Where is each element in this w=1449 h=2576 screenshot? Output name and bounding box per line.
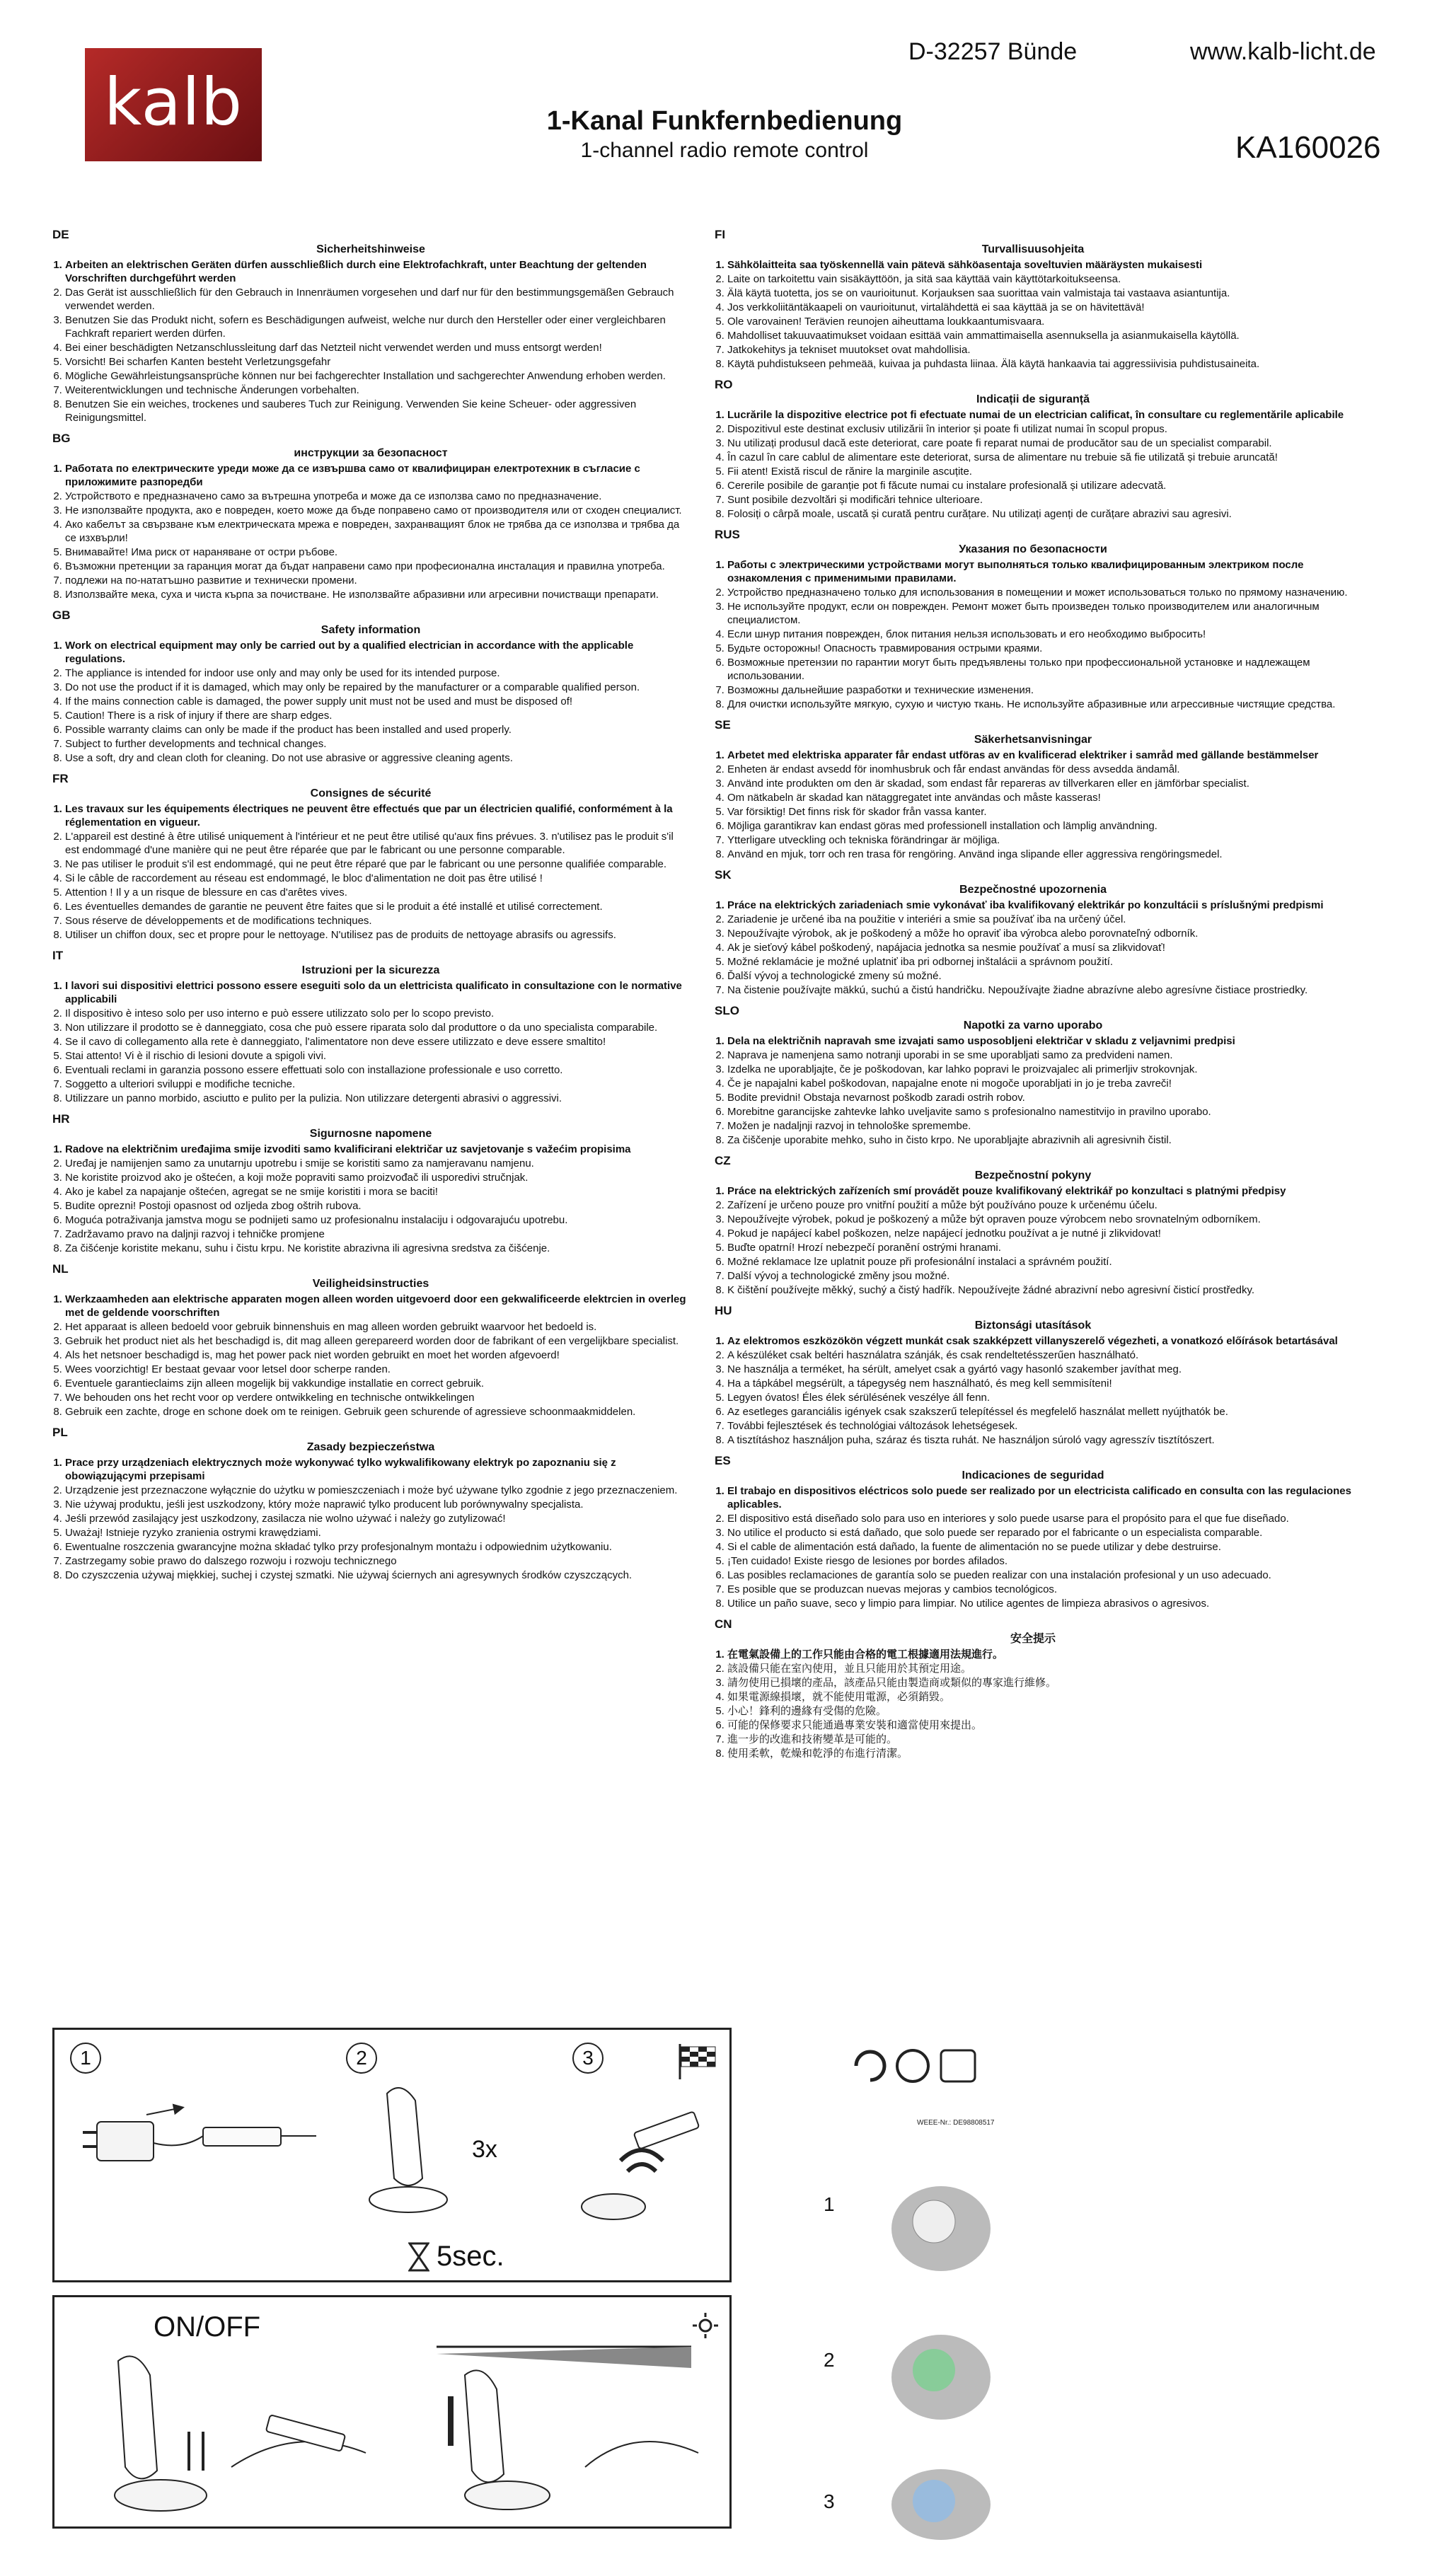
duration-label: 5sec. xyxy=(437,2241,504,2272)
instruction-item: 4. Se il cavo di collegamento alla rete è danneggiato, l'alimentatore non deve essere utilizzato e deve essere smaltito! xyxy=(65,1035,689,1049)
instruction-item: 4. Om nätkabeln är skadad kan nätaggregatet inte användas och måste kasseras! xyxy=(727,791,1351,804)
language-code: DE xyxy=(52,228,69,241)
instruction-item: 5. Uważaj! Istnieje ryzyko zranienia ostrymi krawędziami. xyxy=(65,1526,689,1540)
instruction-item: 7. Jatkokehitys ja tekniset muutokset ovat mahdollisia. xyxy=(727,343,1351,357)
instruction-item: 4. Pokud je napájecí kabel poškozen, nelze napájecí jednotku používat a je nutné ji zlikvidovat! xyxy=(727,1227,1351,1240)
section-heading: Turvallisuusohjeita xyxy=(981,243,1085,255)
instruction-item: 8. Käytä puhdistukseen pehmeää, kuivaa ja puhdasta liinaa. Älä käytä hankaavia tai aggressiivisia puhdistusaineita. xyxy=(727,357,1351,371)
instruction-item: 2. Naprava je namenjena samo notranji uporabi in se sme uporabljati samo za predvideni namen. xyxy=(727,1049,1351,1062)
website-url[interactable]: www.kalb-licht.de xyxy=(1190,38,1376,65)
instruction-item: 1. Dela na električnih napravah sme izvajati samo usposobljeni električar v skladu z veljavnimi predpisi xyxy=(727,1034,1351,1048)
instruction-item: 4. Ako je kabel za napajanje oštećen, agregat se ne smije koristiti i mora se baciti! xyxy=(65,1185,689,1199)
instruction-item: 8. A tisztításhoz használjon puha, száraz és tiszta ruhát. Ne használjon súroló vagy agresszív tisztítószert. xyxy=(727,1433,1351,1447)
instruction-item: 6. Eventuali reclami in garanzia possono essere effettuati solo con installazione professionale e uso corretto. xyxy=(65,1063,689,1077)
instruction-item: 7. 進一步的改進和技術變革是可能的。 xyxy=(727,1733,1351,1746)
instruction-item: 8. Benutzen Sie ein weiches, trockenes und sauberes Tuch zur Reinigung. Verwenden Sie keine Scheuer- oder aggressiven Reinigungsmittel. xyxy=(65,398,689,424)
instruction-item: 2. Laite on tarkoitettu vain sisäkäyttöön, ja sitä saa käyttää vain käyttötarkoitukseensa. xyxy=(727,272,1351,286)
page-subtitle: 1-channel radio remote control xyxy=(580,139,869,162)
instruction-item: 1. Arbeiten an elektrischen Geräten dürfen ausschließlich durch eine Elektrofachkraft, unter Beachtung der geltenden Vorschriften durchgeführt werden xyxy=(65,258,689,285)
instruction-item: 2. El dispositivo está diseñado solo para uso en interiores y solo puede usarse para el propósito para el que fue diseñado. xyxy=(727,1512,1351,1525)
instruction-item: 5. Budite oprezni! Postoji opasnost od ozljeda zbog oštrih rubova. xyxy=(65,1199,689,1213)
instruction-item: 6. Ewentualne roszczenia gwarancyjne można składać tylko przy profesjonalnym montażu i odpowiednim użytkowaniu. xyxy=(65,1540,689,1554)
section-heading: Biztonsági utasítások xyxy=(974,1319,1092,1332)
section-heading: инструкции за безопасност xyxy=(294,447,448,459)
instruction-item: 5. Fii atent! Există riscul de rănire la marginile ascuțite. xyxy=(727,465,1351,478)
instruction-item: 1. Werkzaamheden aan elektrische apparaten mogen alleen worden uitgevoerd door een gekwalificeerde elektrcien in overleg met de geldende voorschriften xyxy=(65,1293,689,1319)
step-1-marker: 1 xyxy=(70,2043,101,2074)
step-3-marker: 3 xyxy=(572,2043,604,2074)
instruction-item: 3. Ne pas utiliser le produit s'il est endommagé, qui ne peut être réparé que par le fabricant ou une personne qualifiée comparable. xyxy=(65,857,689,871)
hourglass-icon xyxy=(408,2242,429,2272)
instruction-item: 3. Не използвайте продукта, ако е повреден, което може да бъде поправено само от производителя или от сходен специалист. xyxy=(65,504,689,517)
language-code: SK xyxy=(715,868,732,882)
weee-number: WEEE-Nr.: DE98808517 xyxy=(917,2119,995,2127)
instruction-item: 3. Non utilizzare il prodotto se è danneggiato, cosa che può essere riparata solo dal produttore o da uno specialista comparabile. xyxy=(65,1021,689,1034)
remote-signal-illustration xyxy=(564,2086,720,2242)
instruction-item: 5. Buďte opatrní! Hrozí nebezpečí poranění ostrými hranami. xyxy=(727,1241,1351,1254)
language-code: CN xyxy=(715,1617,732,1631)
instruction-item: 3. Izdelka ne uporabljajte, če je poškodovan, kar lahko popravi le proizvajalec ali primerljiv strokovnjak. xyxy=(727,1063,1351,1076)
instruction-item: 8. Utilizzare un panno morbido, asciutto e pulito per la pulizia. Non utilizzare detergenti abrasivi o aggressivi. xyxy=(65,1092,689,1105)
instruction-item: 5. Možné reklamácie je možné uplatniť iba pri odbornej inštalácii a správnom použití. xyxy=(727,955,1351,969)
instruction-item: 8. 使用柔軟，乾燥和乾淨的布進行清潔。 xyxy=(727,1747,1351,1760)
section-heading: Indicații de siguranță xyxy=(976,393,1090,405)
language-code: RO xyxy=(715,378,733,391)
left-text-column xyxy=(52,221,689,1583)
instruction-item: 5. Var försiktig! Det finns risk för skador från vassa kanter. xyxy=(727,805,1351,819)
instruction-item: 4. Si le câble de raccordement au réseau est endommagé, le bloc d'alimentation ne doit pas être utilisé ! xyxy=(65,872,689,885)
instruction-item: 3. 請勿使用已損壞的產品，該產品只能由製造商或類似的專家進行維修。 xyxy=(727,1676,1351,1690)
sun-icon xyxy=(691,2311,720,2340)
instruction-item: 8. Använd en mjuk, torr och ren trasa för rengöring. Använd inga slipande eller aggressiva rengöringsmedel. xyxy=(727,848,1351,861)
instruction-item: 8. Folosiți o cârpă moale, uscată și curată pentru curățare. Nu utilizați agenți de curățare abrazivi sau agresivi. xyxy=(727,507,1351,521)
instruction-item: 6. Möjliga garantikrav kan endast göras med professionell installation och lämplig användning. xyxy=(727,819,1351,833)
instruction-item: 7. Ytterligare utveckling och tekniska förändringar är möjliga. xyxy=(727,833,1351,847)
instruction-item: 3. Nepoužívejte výrobek, pokud je poškozený a může být opraven pouze výrobcem nebo srovnatelným odborníkem. xyxy=(727,1213,1351,1226)
instruction-item: 6. Возможные претензии по гарантии могут быть предъявлены только при профессиональной установке и надлежащем использовании. xyxy=(727,656,1351,683)
instruction-item: 4. If the mains connection cable is damaged, the power supply unit must not be used and must be disposed of! xyxy=(65,695,689,708)
instruction-list xyxy=(52,1456,689,1582)
instruction-item: 1. Sähkölaitteita saa työskennellä vain pätevä sähköasentaja soveltuvien määräysten mukaisesti xyxy=(727,258,1351,272)
instruction-item: 6. Les éventuelles demandes de garantie ne peuvent être faites que si le produit a été installé et utilisé correctement. xyxy=(65,900,689,913)
instruction-list xyxy=(715,899,1351,997)
language-code: GB xyxy=(52,608,71,622)
instruction-item: 4. Ha a tápkábel megsérült, a tápegység nem használható, és meg kell semmisíteni! xyxy=(727,1377,1351,1390)
language-code: NL xyxy=(52,1262,69,1276)
instruction-item: 1. Работата по електрическите уреди може да се извършва само от квалифициран електротехник в съгласие с приложимите разпоредби xyxy=(65,462,689,489)
language-code: FR xyxy=(52,772,69,785)
hand-press-onoff-illustration xyxy=(69,2354,380,2524)
instruction-item: 8. Za čišćenje koristite mekanu, suhu i čistu krpu. Ne koristite abrazivna ili agresivna sredstva za čišćenje. xyxy=(65,1242,689,1255)
section-heading: Указания по безопасности xyxy=(959,543,1107,555)
instruction-item: 3. Do not use the product if it is damaged, which may only be repaired by the manufacturer or a comparable qualified person. xyxy=(65,681,689,694)
instruction-item: 2. Zařízení je určeno pouze pro vnitřní použití a může být používáno pouze k určenému účelu. xyxy=(727,1199,1351,1212)
instruction-item: 2. Urządzenie jest przeznaczone wyłącznie do użytku w pomieszczeniach i może być używane tylko zgodnie z jego przeznaczeniem. xyxy=(65,1484,689,1497)
instruction-item: 7. Subject to further developments and technical changes. xyxy=(65,737,689,751)
instruction-item: 2. Das Gerät ist ausschließlich für den Gebrauch in Innenräumen vorgesehen und darf nur für den bestimmungsgemäßen Gebrauch verwendet werden. xyxy=(65,286,689,313)
instruction-item: 3. Nu utilizați produsul dacă este deteriorat, care poate fi reparat numai de producător sau de un specialist comparabil. xyxy=(727,437,1351,450)
instruction-item: 5. Caution! There is a risk of injury if there are sharp edges. xyxy=(65,709,689,722)
instruction-item: 1. Arbetet med elektriska apparater får endast utföras av en kvalificerad elektriker i samråd med gällande bestämmelser xyxy=(727,749,1351,762)
instruction-item: 3. Använd inte produkten om den är skadad, som endast får repareras av tillverkaren eller en jämförbar specialist. xyxy=(727,777,1351,790)
instruction-item: 5. Attention ! Il y a un risque de blessure en cas d'arêtes vives. xyxy=(65,886,689,899)
instruction-list xyxy=(52,1293,689,1419)
language-code: SE xyxy=(715,718,731,732)
instruction-item: 7. További fejlesztések és technológiai változások lehetségesek. xyxy=(727,1419,1351,1433)
instruction-item: 2. Dispozitivul este destinat exclusiv utilizării în interior și poate fi utilizat numai în scopul propus. xyxy=(727,422,1351,436)
instruction-item: 5. Wees voorzichtig! Er bestaat gevaar voor letsel door scherpe randen. xyxy=(65,1363,689,1376)
instruction-item: 6. Cererile posibile de garanție pot fi făcute numai cu instalare profesională și utilizare adecvată. xyxy=(727,479,1351,492)
instruction-item: 7. Weiterentwicklungen und technische Änderungen vorbehalten. xyxy=(65,383,689,397)
instruction-item: 6. Possible warranty claims can only be made if the product has been installed and used properly. xyxy=(65,723,689,737)
instruction-item: 7. Na čistenie používajte mäkkú, suchú a čistú handričku. Nepoužívajte žiadne abrazívne alebo agresívne čistiace prostriedky. xyxy=(727,983,1351,997)
section-heading: 安全提示 xyxy=(1010,1633,1056,1645)
power-plug-illustration xyxy=(69,2093,323,2200)
instruction-item: 2. The appliance is intended for indoor use only and may only be used for its intended purpose. xyxy=(65,666,689,680)
instruction-item: 7. Sunt posibile dezvoltări și modificări tehnice ulterioare. xyxy=(727,493,1351,507)
on-off-label: ON/OFF xyxy=(154,2311,261,2343)
instruction-item: 1. Работы с электрическими устройствами могут выполняться только квалифицированным электриком после ознакомления с применимыми правилами. xyxy=(727,558,1351,585)
instruction-item: 8. Utiliser un chiffon doux, sec et propre pour le nettoyage. N'utilisez pas de produits de nettoyage abrasifs ou agressifs. xyxy=(65,928,689,942)
instruction-list xyxy=(52,979,689,1105)
recycle-step-1: 1 xyxy=(824,2193,835,2215)
instruction-item: 6. 可能的保修要求只能通過專業安裝和適當使用來提出。 xyxy=(727,1719,1351,1732)
language-code: PL xyxy=(52,1426,68,1439)
remote-disassembly-illustration xyxy=(849,2144,1033,2554)
language-code: SLO xyxy=(715,1004,739,1017)
instruction-item: 7. Zastrzegamy sobie prawo do dalszego rozwoju i rozwoju technicznego xyxy=(65,1554,689,1568)
instruction-item: 1. Práce na elektrických zariadeniach smie vykonávať iba kvalifikovaný elektrikár po konzultácii s príslušnými predpismi xyxy=(727,899,1351,912)
instruction-item: 3. Ne használja a terméket, ha sérült, amelyet csak a gyártó vagy hasonló szakember javíthat meg. xyxy=(727,1363,1351,1376)
recycling-icons xyxy=(842,2038,983,2094)
instruction-item: 3. Nie używaj produktu, jeśli jest uszkodzony, który może naprawić tylko producent lub porównywalny specjalista. xyxy=(65,1498,689,1511)
language-code: BG xyxy=(52,432,71,445)
instruction-item: 1. 在電氣設備上的工作只能由合格的電工根據適用法規進行。 xyxy=(727,1648,1351,1661)
instruction-item: 8. Use a soft, dry and clean cloth for cleaning. Do not use abrasive or aggressive cleaning agents. xyxy=(65,751,689,765)
instruction-item: 3. Nepoužívajte výrobok, ak je poškodený a môže ho opraviť iba výrobca alebo porovnateľný odborník. xyxy=(727,927,1351,940)
moon-icon xyxy=(401,2311,429,2340)
instruction-item: 6. Morebitne garancijske zahtevke lahko uveljavite samo s profesionalno namestitvijo in pravilno uporabo. xyxy=(727,1105,1351,1119)
instruction-item: 7. подлежи на по-нататъшно развитие и технически промени. xyxy=(65,574,689,587)
section-heading: Bezpečnostní pokyny xyxy=(974,1169,1092,1182)
brand-name: kalb xyxy=(104,64,243,140)
instruction-item: 4. Если шнур питания поврежден, блок питания нельзя использовать и его необходимо выбросить! xyxy=(727,628,1351,641)
instruction-item: 5. 小心！鋒利的邊緣有受傷的危險。 xyxy=(727,1704,1351,1718)
instruction-item: 4. Bei einer beschädigten Netzanschlussleitung darf das Netzteil nicht verwendet werden und muss entsorgt werden! xyxy=(65,341,689,354)
instruction-item: 7. Možen je nadaljnji razvoj in tehnološke spremembe. xyxy=(727,1119,1351,1133)
instruction-item: 2. Il dispositivo è inteso solo per uso interno e può essere utilizzato solo per lo scopo previsto. xyxy=(65,1007,689,1020)
instruction-item: 5. ¡Ten cuidado! Existe riesgo de lesiones por bordes afilados. xyxy=(727,1554,1351,1568)
recycle-step-2: 2 xyxy=(824,2349,835,2371)
section-heading: Consignes de sécurité xyxy=(310,787,432,799)
instruction-list xyxy=(715,1648,1351,1760)
instruction-item: 8. Для очистки используйте мягкую, сухую и чистую ткань. Не используйте абразивные или агрессивные чистящие средства. xyxy=(727,698,1351,711)
instruction-item: 5. Stai attento! Vi è il rischio di lesioni dovute a spigoli vivi. xyxy=(65,1049,689,1063)
instruction-item: 3. Benutzen Sie das Produkt nicht, sofern es Beschädigungen aufweist, welche nur durch den Hersteller oder einer vergleichbaren Fachkraft repariert werden dürfen. xyxy=(65,313,689,340)
instruction-list xyxy=(52,462,689,601)
instruction-item: 2. 該設備只能在室內使用，並且只能用於其預定用途。 xyxy=(727,1662,1351,1675)
instruction-item: 5. Внимавайте! Има риск от нараняване от остри ръбове. xyxy=(65,545,689,559)
product-code: KA160026 xyxy=(1235,130,1381,165)
instruction-item: 5. Bodite previdni! Obstaja nevarnost poškodb zaradi ostrih robov. xyxy=(727,1091,1351,1104)
instruction-item: 7. Soggetto a ulteriori sviluppi e modifiche tecniche. xyxy=(65,1078,689,1091)
instruction-item: 6. Mahdolliset takuuvaatimukset voidaan esittää vain ammattimaisella asennuksella ja asianmukaisella käytöllä. xyxy=(727,329,1351,342)
right-text-column xyxy=(715,221,1351,1761)
instruction-item: 1. Work on electrical equipment may only be carried out by a qualified electrician in accordance with the applicable regulations. xyxy=(65,639,689,666)
instruction-item: 3. Не используйте продукт, если он поврежден. Ремонт может быть произведен только производителем или аналогичным специалистом. xyxy=(727,600,1351,627)
instruction-item: 8. Za čiščenje uporabite mehko, suho in čisto krpo. Ne uporabljajte abrazivnih ali agresivnih čistil. xyxy=(727,1133,1351,1147)
instruction-item: 2. Enheten är endast avsedd för inomhusbruk och får endast användas för dess avsedda ändamål. xyxy=(727,763,1351,776)
instruction-item: 6. Възможни претенции за гаранция могат да бъдат направени само при професионална инсталация и правилна употреба. xyxy=(65,560,689,573)
instruction-item: 2. A készüléket csak beltéri használatra szánják, és csak rendeltetésszerűen használható. xyxy=(727,1348,1351,1362)
instruction-item: 1. Lucrările la dispozitive electrice pot fi efectuate numai de un electrician calificat, în consultare cu reglementările aplicabile xyxy=(727,408,1351,422)
instruction-item: 4. Če je napajalni kabel poškodovan, napajalne enote ni mogoče uporabljati in jo je treba zavreči! xyxy=(727,1077,1351,1090)
instruction-list xyxy=(715,749,1351,861)
section-heading: Säkerhetsanvisningar xyxy=(974,734,1092,746)
instruction-item: 1. Radove na električnim uređajima smije izvoditi samo kvalificirani električar uz savjetovanje s važećim propisima xyxy=(65,1143,689,1156)
checkered-flag-icon xyxy=(677,2044,720,2079)
instruction-item: 7. We behouden ons het recht voor op verdere ontwikkeling en technische ontwikkelingen xyxy=(65,1391,689,1404)
instruction-item: 5. Legyen óvatos! Éles élek sérülésének veszélye áll fenn. xyxy=(727,1391,1351,1404)
language-code: IT xyxy=(52,949,64,962)
instruction-item: 1. I lavori sui dispositivi elettrici possono essere eseguiti solo da un elettricista qualificato in consultazione con le normative applicabili xyxy=(65,979,689,1006)
instruction-item: 3. Gebruik het product niet als het beschadigd is, dit mag alleen gerepareerd worden door de fabrikant of een vergelijkbare specialist. xyxy=(65,1334,689,1348)
instruction-item: 5. Ole varovainen! Terävien reunojen aiheuttama loukkaantumisvaara. xyxy=(727,315,1351,328)
instruction-list xyxy=(715,258,1351,371)
onoff-diagram-panel xyxy=(52,2295,732,2529)
instruction-item: 4. Als het netsnoer beschadigd is, mag het power pack niet worden gebruikt en moet het worden afgevoerd! xyxy=(65,1348,689,1362)
install-diagram-panel xyxy=(52,2028,732,2282)
instruction-item: 6. Ďalší vývoj a technologické zmeny sú možné. xyxy=(727,969,1351,983)
instruction-item: 4. Si el cable de alimentación está dañado, la fuente de alimentación no se puede utilizar y debe destruirse. xyxy=(727,1540,1351,1554)
instruction-item: 7. Es posible que se produzcan nuevas mejoras y cambios tecnológicos. xyxy=(727,1583,1351,1596)
section-heading: Sicherheitshinweise xyxy=(316,243,425,255)
instruction-item: 1. El trabajo en dispositivos eléctricos solo puede ser realizado por un electricista calificado en consulta con las regulaciones aplicables. xyxy=(727,1484,1351,1511)
instruction-item: 3. Ne koristite proizvod ako je oštećen, a koji može popraviti samo proizvođač ili usporedivi stručnjak. xyxy=(65,1171,689,1184)
section-heading: Safety information xyxy=(321,624,421,636)
instruction-item: 4. 如果電源線損壞，就不能使用電源，必須銷毀。 xyxy=(727,1690,1351,1704)
instruction-item: 6. Moguća potraživanja jamstva mogu se podnijeti samo uz profesionalnu instalaciju i odgovarajuću upotrebu. xyxy=(65,1213,689,1227)
instruction-item: 8. Do czyszczenia używaj miękkiej, suchej i czystej szmatki. Nie używaj ściernych ani agresywnych środków czyszczących. xyxy=(65,1569,689,1582)
section-heading: Bezpečnostné upozornenia xyxy=(959,884,1107,896)
language-code: ES xyxy=(715,1454,731,1467)
instruction-item: 7. Další vývoj a technologické změny jsou možné. xyxy=(727,1269,1351,1283)
instruction-item: 2. Uređaj je namijenjen samo za unutarnju upotrebu i smije se koristiti samo za namjeravanu namjenu. xyxy=(65,1157,689,1170)
section-heading: Zasady bezpieczeństwa xyxy=(306,1441,435,1453)
instruction-list xyxy=(715,1484,1351,1610)
company-address: D-32257 Bünde xyxy=(908,38,1078,65)
section-heading: Istruzioni per la sicurezza xyxy=(301,964,440,976)
instruction-item: 2. Устройство предназначено только для использования в помещении и может использоваться только по прямому назначению. xyxy=(727,586,1351,599)
instruction-item: 8. Използвайте мека, суха и чиста кърпа за почистване. Не използвайте абразивни или агресивни почистващи препарати. xyxy=(65,588,689,601)
instruction-list xyxy=(52,1143,689,1255)
instruction-list xyxy=(52,639,689,765)
instruction-item: 5. Будьте осторожны! Опасность травмирования острыми краями. xyxy=(727,642,1351,655)
section-heading: Veiligheidsinstructies xyxy=(312,1278,429,1290)
instruction-item: 4. Ak je sieťový kábel poškodený, napájacia jednotka sa nesmie používať a musí sa zlikvidovať! xyxy=(727,941,1351,954)
section-heading: Napotki za varno uporabo xyxy=(963,1020,1103,1032)
instruction-item: 7. Sous réserve de développements et de modifications techniques. xyxy=(65,914,689,928)
instruction-list xyxy=(715,1334,1351,1447)
instruction-item: 2. Устройството е предназначено само за вътрешна употреба и може да се използва само по предназначение. xyxy=(65,490,689,503)
instruction-item: 4. Ако кабелът за свързване към електрическата мрежа е повреден, захранващият блок не трябва да се използва и трябва да се изхвърли! xyxy=(65,518,689,545)
instruction-item: 2. L'appareil est destiné à être utilisé uniquement à l'intérieur et ne peut être utilisé qu'aux fins prévues. 3. n'utilisez pas le produit s'il est endommagé d'une manière qui ne peut être réparée que par le fabricant ou une personne comparable. xyxy=(65,830,689,857)
page-title: 1-Kanal Funkfernbedienung xyxy=(546,106,903,136)
language-code: RUS xyxy=(715,528,740,541)
instruction-item: 3. Älä käytä tuotetta, jos se on vaurioitunut. Korjauksen saa suorittaa vain valmistaja tai vastaava asiantuntija. xyxy=(727,287,1351,300)
instruction-item: 1. Práce na elektrických zařízeních smí provádět pouze kvalifikovaný elektrikář po konzultaci s platnými předpisy xyxy=(727,1184,1351,1198)
instruction-item: 8. Gebruik een zachte, droge en schone doek om te reinigen. Gebruik geen schurende of agressieve schoonmaakmiddelen. xyxy=(65,1405,689,1419)
instruction-item: 4. Jos verkkoliitäntäkaapeli on vaurioitunut, virtalähdettä ei saa käyttää ja se on hävitettävä! xyxy=(727,301,1351,314)
instruction-item: 8. Utilice un paño suave, seco y limpio para limpiar. No utilice agentes de limpieza abrasivos o agresivos. xyxy=(727,1597,1351,1610)
instruction-item: 1. Prace przy urządzeniach elektrycznych może wykonywać tylko wykwalifikowany elektryk po zapoznaniu się z obowiązującymi przepisami xyxy=(65,1456,689,1483)
instruction-item: 6. Az esetleges garanciális igények csak szakszerű telepítéssel és megfelelő használat mellett nyújthatók be. xyxy=(727,1405,1351,1419)
instruction-item: 4. În cazul în care cablul de alimentare este deteriorat, sursa de alimentare nu trebuie să fie utilizată și trebuie aruncată! xyxy=(727,451,1351,464)
instruction-item: 1. Les travaux sur les équipements électriques ne peuvent être effectués que par un électricien qualifié, conformément à la réglementation en vigueur. xyxy=(65,802,689,829)
language-code: HR xyxy=(52,1112,70,1126)
language-code: HU xyxy=(715,1304,732,1317)
instruction-item: 7. Возможны дальнейшие разработки и технические изменения. xyxy=(727,683,1351,697)
dimming-illustration xyxy=(422,2340,705,2524)
instruction-list xyxy=(715,1184,1351,1297)
instruction-item: 6. Las posibles reclamaciones de garantía solo se pueden realizar con una instalación profesional y un uso adecuado. xyxy=(727,1569,1351,1582)
instruction-item: 4. Jeśli przewód zasilający jest uszkodzony, zasilacza nie wolno używać i należy go zutylizować! xyxy=(65,1512,689,1525)
instruction-item: 6. Možné reklamace lze uplatnit pouze při profesionální instalaci a správném použití. xyxy=(727,1255,1351,1269)
instruction-item: 7. Zadržavamo pravo na daljnji razvoj i tehničke promjene xyxy=(65,1228,689,1241)
press-count-label: 3x xyxy=(472,2136,497,2163)
section-heading: Indicaciones de seguridad xyxy=(962,1469,1104,1482)
section-heading: Sigurnosne napomene xyxy=(309,1128,432,1140)
instruction-list xyxy=(52,802,689,942)
recycle-step-3: 3 xyxy=(824,2490,835,2512)
instruction-item: 6. Mögliche Gewährleistungsansprüche können nur bei fachgerechter Installation und sachgerechter Anwendung erhoben werden. xyxy=(65,369,689,383)
instruction-list xyxy=(715,558,1351,711)
instruction-item: 1. Az elektromos eszközökön végzett munkát csak szakképzett villanyszerelő végezheti, a vonatkozó előírások betartásával xyxy=(727,1334,1351,1348)
language-code: CZ xyxy=(715,1154,731,1167)
instruction-item: 2. Het apparaat is alleen bedoeld voor gebruik binnenshuis en mag alleen worden gebruikt waarvoor het bedoeld is. xyxy=(65,1320,689,1334)
instruction-item: 8. K čištění používejte měkký, suchý a čistý hadřík. Nepoužívejte žádné abrazivní nebo agresivní čisticí prostředky. xyxy=(727,1283,1351,1297)
instruction-list xyxy=(715,408,1351,521)
instruction-list xyxy=(52,258,689,424)
language-code: FI xyxy=(715,228,726,241)
instruction-item: 2. Zariadenie je určené iba na použitie v interiéri a smie sa používať iba na určený účel. xyxy=(727,913,1351,926)
instruction-item: 3. No utilice el producto si está dañado, que solo puede ser reparado por el fabricante o un especialista comparable. xyxy=(727,1526,1351,1540)
step-2-marker: 2 xyxy=(346,2043,377,2074)
instruction-list xyxy=(715,1034,1351,1147)
instruction-item: 6. Eventuele garantieclaims zijn alleen mogelijk bij vakkundige installatie en correct gebruik. xyxy=(65,1377,689,1390)
instruction-item: 5. Vorsicht! Bei scharfen Kanten besteht Verletzungsgefahr xyxy=(65,355,689,369)
